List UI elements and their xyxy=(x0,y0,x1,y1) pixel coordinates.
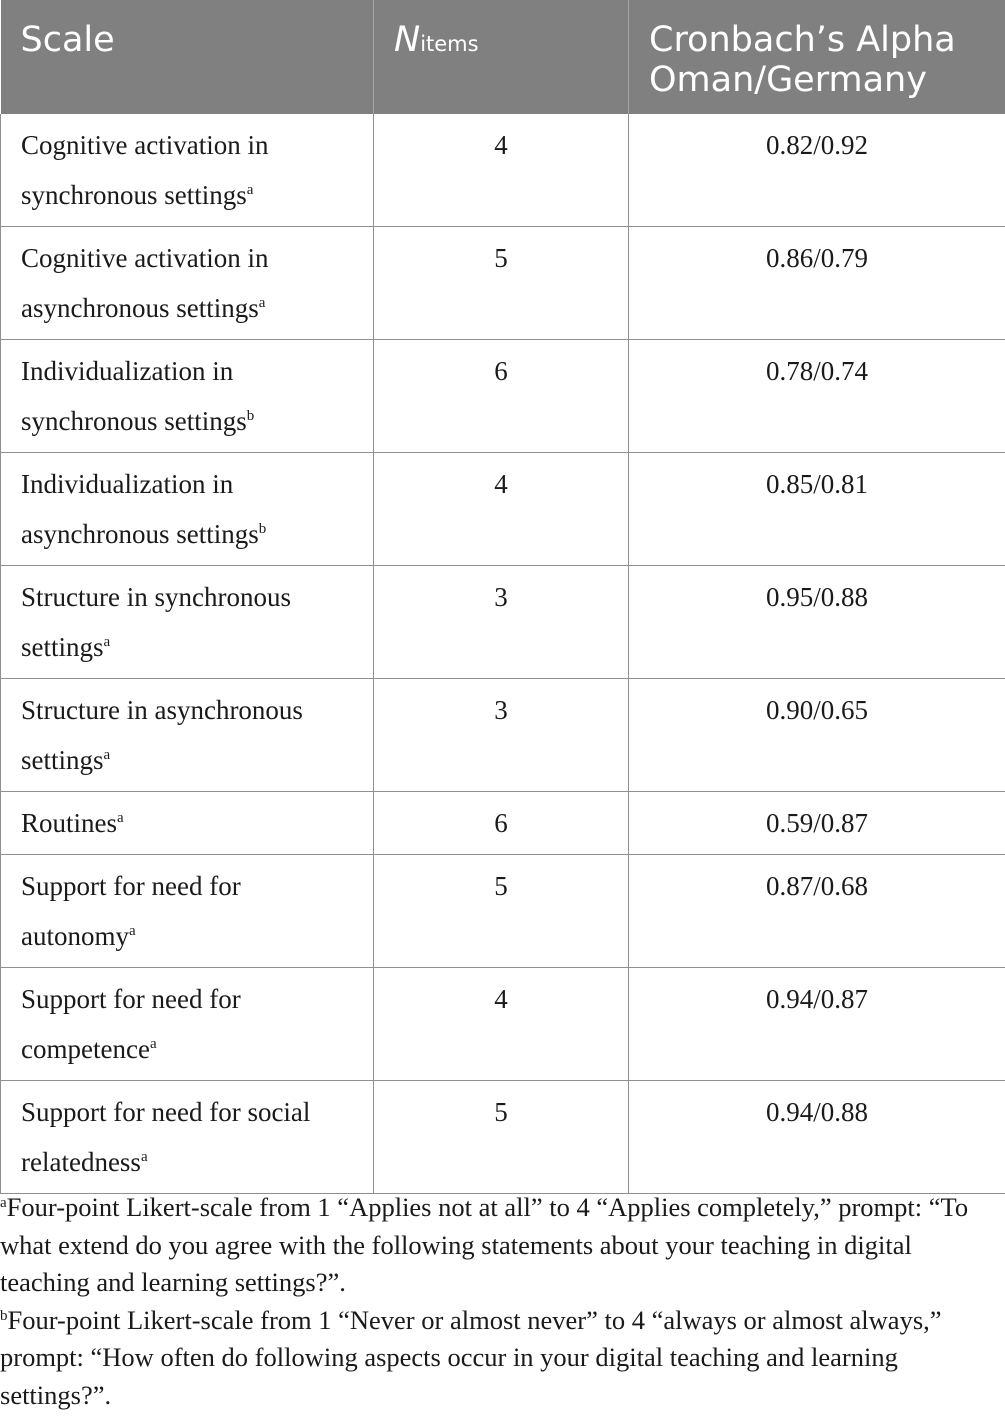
scale-cell xyxy=(1,566,374,679)
scale-line2: asynchronous settings xyxy=(21,519,259,549)
footnote-mark: a xyxy=(117,810,124,826)
footnote-mark: b xyxy=(0,1307,8,1324)
alpha-cell: 0.78/0.74 xyxy=(629,340,1005,453)
scale-cell xyxy=(1,968,374,1081)
scale-line2: settings xyxy=(21,745,104,775)
header-n-items xyxy=(374,0,629,114)
scale-line1: Cognitive activation in xyxy=(21,130,269,160)
table-row xyxy=(1,679,1005,792)
scale-cell xyxy=(1,1081,374,1194)
footnote-mark: a xyxy=(246,182,254,198)
alpha-cell: 0.95/0.88 xyxy=(629,566,1005,679)
table-row xyxy=(1,114,1005,227)
scale-line2: Routines xyxy=(21,808,118,838)
scale-line2: synchronous settings xyxy=(21,180,247,210)
footnote-mark: b xyxy=(246,408,255,424)
table-row xyxy=(1,792,1005,855)
table-footnotes xyxy=(0,1189,1000,1414)
header-alpha-line2: Oman/Germany xyxy=(649,60,927,100)
header-alpha xyxy=(629,0,1005,114)
footnote-text: Four-point Likert-scale from 1 “Never or almost never” to 4 “always or almost always,” prompt: “How often do following aspects occur in your digital teaching and learning settings?”. xyxy=(0,1304,942,1410)
n-items-cell: 4 xyxy=(374,114,629,227)
scale-line2: asynchronous settings xyxy=(21,293,259,323)
header-n-subscript: items xyxy=(420,32,479,56)
n-items-cell: 5 xyxy=(374,855,629,968)
footnote-text: Four-point Likert-scale from 1 “Applies not at all” to 4 “Applies completely,” prompt: “To what extend do you agree with the following statements about your teaching in digital teaching and learning settings?”. xyxy=(0,1192,969,1297)
table-row xyxy=(1,566,1005,679)
scale-line1: Support for need for xyxy=(21,871,241,901)
scale-cell xyxy=(1,679,374,792)
alpha-cell: 0.94/0.88 xyxy=(629,1081,1005,1194)
footnote-mark: a xyxy=(103,747,111,763)
footnote-mark: b xyxy=(258,521,267,537)
table-row xyxy=(1,968,1005,1081)
n-items-cell: 4 xyxy=(374,968,629,1081)
scale-line1: Support for need for social xyxy=(21,1097,311,1127)
scale-line1: Support for need for xyxy=(21,984,241,1014)
scale-line1: Individualization in xyxy=(21,469,234,499)
scale-line2: competence xyxy=(21,1034,150,1064)
footnote-mark: a xyxy=(0,1195,7,1211)
alpha-cell: 0.82/0.92 xyxy=(629,114,1005,227)
n-items-cell: 4 xyxy=(374,453,629,566)
n-items-cell: 5 xyxy=(374,1081,629,1194)
table-row xyxy=(1,453,1005,566)
scale-cell xyxy=(1,227,374,340)
n-items-cell: 3 xyxy=(374,566,629,679)
scale-line1: Cognitive activation in xyxy=(21,243,269,273)
scale-line2: settings xyxy=(21,632,104,662)
footnote-mark: a xyxy=(103,634,111,650)
alpha-cell: 0.85/0.81 xyxy=(629,453,1005,566)
alpha-cell: 0.90/0.65 xyxy=(629,679,1005,792)
scale-line2: synchronous settings xyxy=(21,406,247,436)
alpha-cell: 0.94/0.87 xyxy=(629,968,1005,1081)
table-header-row xyxy=(1,0,1005,114)
scale-cell xyxy=(1,114,374,227)
n-items-cell: 3 xyxy=(374,679,629,792)
header-n-letter: N xyxy=(394,20,421,60)
footnote-b xyxy=(0,1302,1000,1415)
scale-line2: relatedness xyxy=(21,1147,141,1177)
scale-cell xyxy=(1,340,374,453)
n-items-cell: 6 xyxy=(374,340,629,453)
table-row xyxy=(1,227,1005,340)
footnote-mark: a xyxy=(140,1149,148,1165)
scale-cell xyxy=(1,855,374,968)
n-items-cell: 5 xyxy=(374,227,629,340)
scale-cell xyxy=(1,453,374,566)
footnote-mark: a xyxy=(258,295,266,311)
scale-cell xyxy=(1,792,374,855)
table-row xyxy=(1,1081,1005,1194)
alpha-cell: 0.86/0.79 xyxy=(629,227,1005,340)
alpha-cell: 0.87/0.68 xyxy=(629,855,1005,968)
scale-line1: Individualization in xyxy=(21,356,234,386)
header-scale: Scale xyxy=(1,0,374,114)
scale-line1: Structure in synchronous xyxy=(21,582,291,612)
alpha-cell: 0.59/0.87 xyxy=(629,792,1005,855)
table-row xyxy=(1,340,1005,453)
scale-line2: autonomy xyxy=(21,921,129,951)
footnote-mark: a xyxy=(129,923,136,939)
table-row xyxy=(1,855,1005,968)
n-items-cell: 6 xyxy=(374,792,629,855)
scale-line1: Structure in asynchronous xyxy=(21,695,303,725)
footnote-mark: a xyxy=(149,1036,157,1052)
header-alpha-line1: Cronbach’s Alpha xyxy=(649,20,956,60)
footnote-a xyxy=(0,1189,1000,1302)
